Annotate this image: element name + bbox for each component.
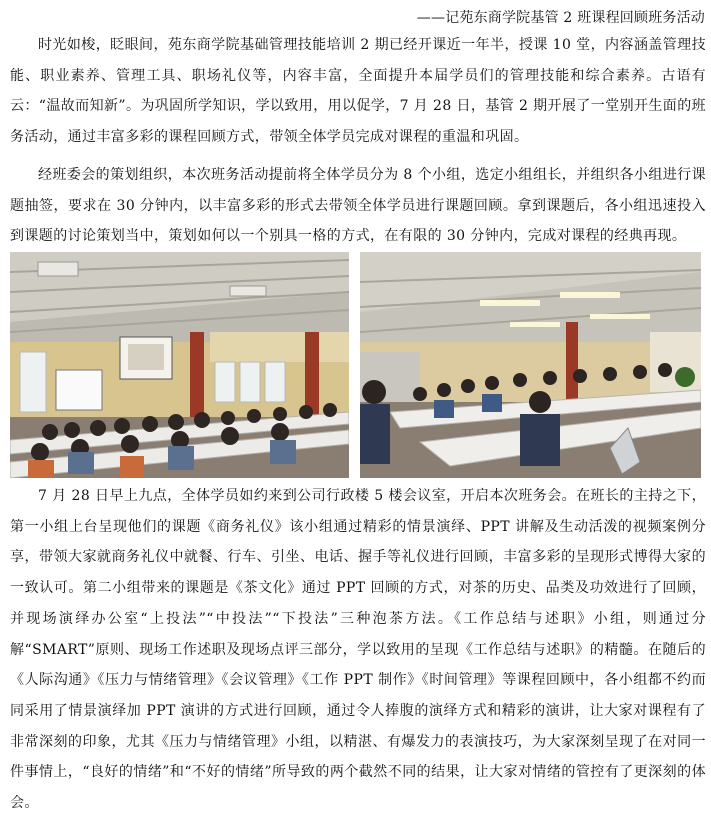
classroom-photo-left <box>10 252 349 478</box>
paragraph-planning: 经班委会的策划组织，本次班务活动提前将全体学员分为 8 个小组，选定小组组长，并组织各小组进行课题抽签，要求在 30 分钟内，以丰富多彩的形式去带领全体学员进行课题回顾。拿到课题后，各小组迅速投入到课题的讨论策划当中，策划如何以一个别具一格的方式，在有限的 30 分钟内，完成对课程的经典再现。 <box>10 167 706 245</box>
paragraph-intro: 时光如梭，眨眼间，苑东商学院基础管理技能培训 2 期已经开课近一年半，授课 10 堂，内容涵盖管理技能、职业素养、管理工具、职场礼仪等，内容丰富，全面提升本届学员们的管理技能和综合素养。古语有云：“温故而知新”。为巩固所学知识，学以致用，用以促学，7 月 28 日，基管 2 期开展了一堂别开生面的班务活动，通过丰富多彩的课程回顾方式，带领全体学员完成对课程的重温和巩固。 <box>10 37 706 146</box>
article-subtitle: ——记苑东商学院基管 2 班课程回顾班务活动 <box>416 10 705 26</box>
classroom-photo-right <box>360 252 701 478</box>
paragraph-activity: 7 月 28 日早上九点，全体学员如约来到公司行政楼 5 楼会议室，开启本次班务会。在班长的主持之下，第一小组上台呈现他们的课题《商务礼仪》该小组通过精彩的情景演绎、PPT 讲解及生动活泼的视频案例分享，带领大家就商务礼仪中就餐、行车、引坐、电话、握手等礼仪进行回顾，丰富多彩的呈现形式博得大家的一致认可。第二小组带来的课题是《茶文化》通过 PPT 回顾的方式，对茶的历史、品类及功效进行了回顾，并现场演绎办公室“上投法”“中投法”“下投法”三种泡茶方法。《工作总结与述职》小组，则通过分解“SMART”原则、现场工作述职及现场点评三部分，学以致用的呈现《工作总结与述职》的精髓。在随后的《人际沟通》《压力与情绪管理》《会议管理》《工作 PPT 制作》《时间管理》等课程回顾中，各小组都不约而同采用了情景演绎加 PPT 演讲的方式进行回顾，通过令人捧腹的演绎方式和精彩的演讲，让大家对课程有了非常深刻的印象，尤其《压力与情绪管理》小组，以精湛、有爆发力的表演技巧，为大家深刻呈现了在对同一件事情上，“良好的情绪”和“不好的情绪”所导致的两个截然不同的结果，让大家对情绪的管控有了更深刻的体会。 <box>10 488 706 812</box>
